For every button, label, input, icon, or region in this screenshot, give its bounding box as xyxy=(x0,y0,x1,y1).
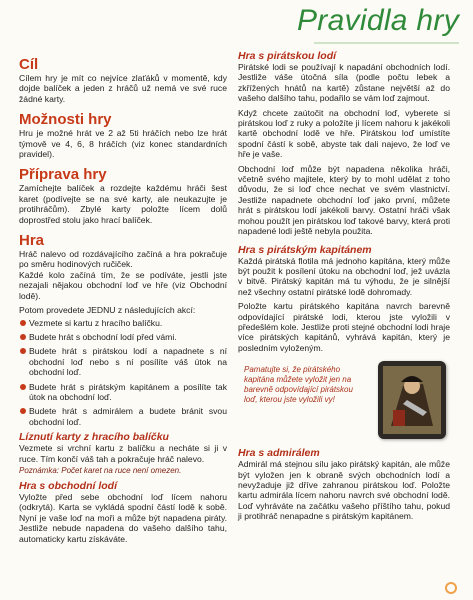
bullet-icon xyxy=(20,348,26,354)
section-text-piratska-1: Pirátské lodi se používají k napadání obchodních lodí. Jestliže váše útočná síla (podle počtu lebek a zkřížených hnátů na kartě) zůstane největší až do vašeho dalšího tahu, podařilo se vám loď zajmout. xyxy=(238,62,450,104)
left-column xyxy=(19,50,227,544)
section-text-hra-3: Potom provedete JEDNU z následujících akcí: xyxy=(19,305,196,316)
bullet-icon xyxy=(20,408,26,414)
section-text-priprava: Zamíchejte balíček a rozdejte každému hráči šest karet (podívejte se na své karty, ale neukazujte je protihráčům). Zbylé karty položte lícem dolů doprostřed stolu jako hrací balíček. xyxy=(19,183,227,225)
pirate-figure-icon xyxy=(383,366,441,434)
bullet-icon xyxy=(20,334,26,340)
section-text-kapitan-2: Položte kartu pirátského kapitána navrch barevně odpovídající pirátské lodi, kterou jste vyložili v předešlém kole. Jestliže proti stejné obchodní lodi hraje více pirátských kapitánů, vyhrává kapitán, který je posledním vyloženým. xyxy=(238,301,450,353)
note-liznuti: Poznámka: Počet karet na ruce není omezen. xyxy=(19,465,182,475)
list-item: Vezmete si kartu z hracího balíčku. xyxy=(19,318,227,328)
list-item: Budete hrát s pirátským kapitánem a posílíte tak útok na obchodní loď. xyxy=(19,382,227,403)
list-item: Budete hrát s admirálem a budete bránit svou obchodní loď. xyxy=(19,406,227,427)
corner-decoration-icon xyxy=(445,582,457,594)
pirate-card-image xyxy=(378,361,446,439)
section-title-moznosti: Možnosti hry xyxy=(19,111,112,129)
right-column xyxy=(238,50,450,522)
section-text-hra-2: Každé kolo začíná tím, že se podíváte, jestli jste nezajali nějakou obchodní loď ve hře (viz Obchodní lodě). xyxy=(19,269,227,301)
section-title-admiral: Hra s admirálem xyxy=(238,447,320,460)
section-text-kapitan-1: Každá pirátská flotila má jednoho kapitána, který může být použit k posílení útoku na obchodní loď, jež uvázla v bitvě. Pirátský kapitán má tu výhodu, že je silnější než všechny ostatní pirátské lodě dohromady. xyxy=(238,255,450,297)
section-title-hra: Hra xyxy=(19,232,45,250)
bullet-icon xyxy=(20,384,26,390)
section-title-priprava: Příprava hry xyxy=(19,166,107,184)
tip-block xyxy=(238,361,450,447)
section-text-cil: Cílem hry je mít co nejvíce zlaťáků v momentě, kdy dojde balíček a jeden z hráčů už nemá ve své ruce žádné karty. xyxy=(19,73,227,104)
section-title-liznuti: Líznutí karty z hracího balíčku xyxy=(19,431,169,444)
page-title: Pravidla hry xyxy=(297,4,459,37)
section-text-piratska-2: Když chcete zaútočit na obchodní loď, vyberete si pirátskou loď z ruky a položíte ji lícem nahoru k jakékoli kartě obchodní lodě ve hře. Pirátskou loď umístíte spodní částí k sobě, abyste tak dali najevo, že loď ve hře je vaše. xyxy=(238,107,450,160)
section-text-piratska-3: Obchodní loď může být napadena několika hráči, včetně svého majitele, který by to mohl udělat z toho důvodu, že si loď chce nechat ve svém vlastnictví. Jestliže napadnete obchodní loď jako první, můžete hrát s pirátskou lodí jakékoli barvy. Ostatní hráči však mohou použít jen pirátskou loď takové barvy, která proti napadené lodi ještě nebyla použita. xyxy=(238,163,450,237)
list-item: Budete hrát s obchodní lodí před vámi. xyxy=(19,332,227,342)
title-underline xyxy=(314,42,459,44)
section-text-admiral: Admirál má stejnou sílu jako pirátský kapitán, ale může být vyložen jen k obraně svých obchodních lodí a nevyžaduje již dříve zahranou pirátskou loď. Položte kartu admirála lícem nahoru navrch své obchodní lodě. Loď vyhráváte na začátku vašeho příštího tahu, pokud ji protihráč nenapadne s pirátským kapitánem. xyxy=(238,459,450,522)
section-title-piratska: Hra s pirátskou lodí xyxy=(238,50,337,62)
list-item: Budete hrát s pirátskou lodí a napadnete s ní obchodní loď nebo s ní posílíte váš útok na obchodní loď. xyxy=(19,346,227,377)
section-title-kapitan: Hra s pirátským kapitánem xyxy=(238,243,372,256)
tip-text: Pamatujte si, že pirátského kapitána můžete vyložit jen na barevně odpovídající pirátskou loď, kterou jste vyložili vy! xyxy=(244,365,353,405)
section-text-liznuti: Vezmete si vrchní kartu z balíčku a necháte si ji v ruce. Tím končí váš tah a pokračuje hráč nalevo. xyxy=(19,443,227,464)
section-title-obchodni: Hra s obchodní lodí xyxy=(19,479,118,492)
section-text-obchodni: Vyložte před sebe obchodní loď lícem nahoru (odkrytá). Karta se vykládá spodní částí lodě k sobě. Nyní je vaše loď na moři a může být napadena piráty. Jestliže nebude napadena do vašeho dalšího tahu, automaticky kartu získáváte. xyxy=(19,491,227,544)
section-text-hra-1: Hráč nalevo od rozdávajícího začíná a hra pokračuje po směru hodinových ručiček. xyxy=(19,249,227,270)
action-list xyxy=(19,318,227,428)
bullet-icon xyxy=(20,320,26,326)
section-text-moznosti: Hru je možné hrát ve 2 až 5ti hráčích nebo lze hrát týmově ve 4, 6, 8 hráčích (viz konec standardních pravidel). xyxy=(19,128,227,160)
section-title-cil: Cíl xyxy=(19,56,39,73)
card-illustration xyxy=(383,366,441,434)
